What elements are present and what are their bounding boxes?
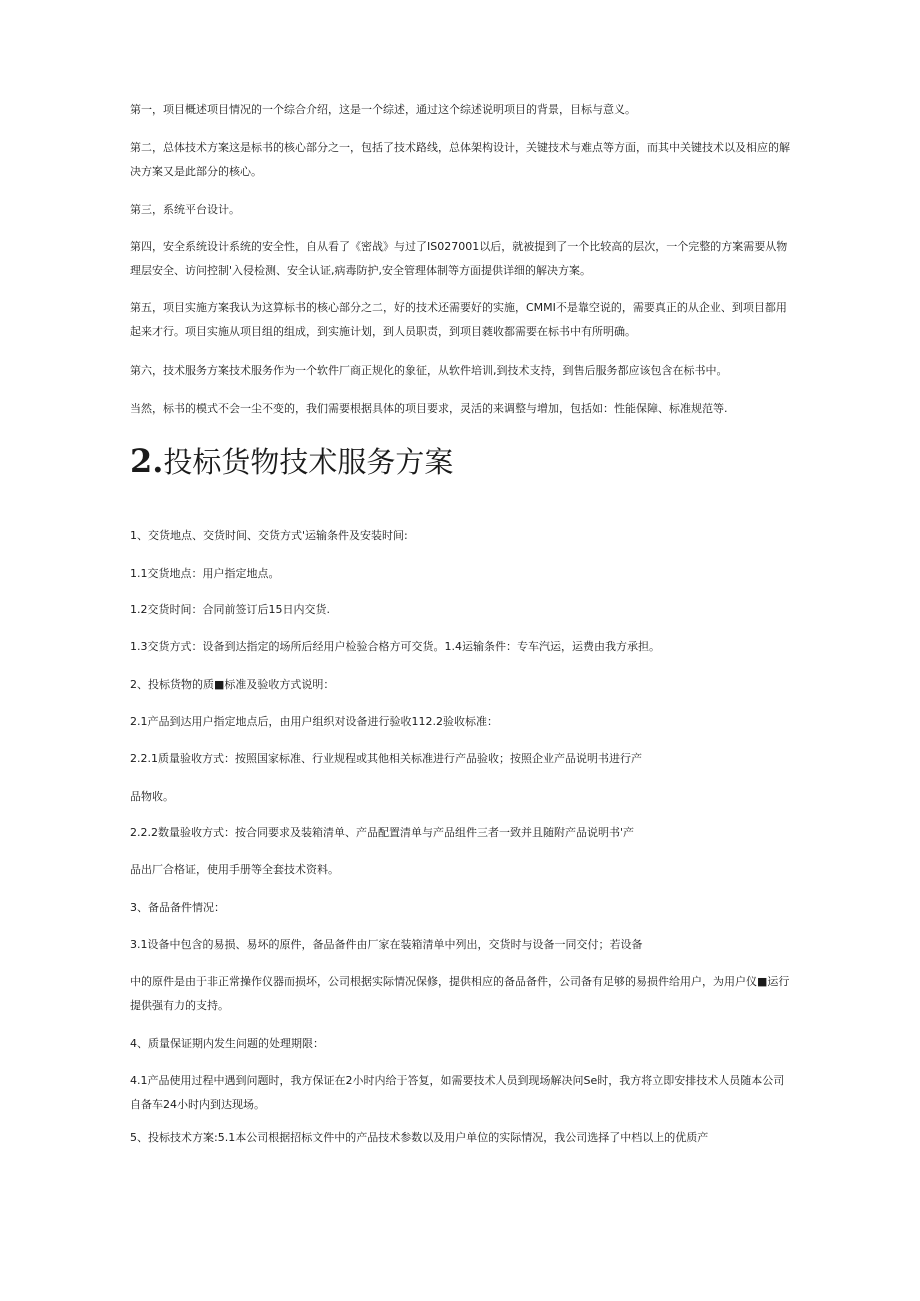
intro-paragraph-4: 第四，安全系统设计系统的安全性，自从看了《密战》与过了IS027001以后，就被提到了一个比较高的层次，一个完整的方案需要从物理层安全、访问控制'入侵检测、安全认证,病毒防护,安全管理体制等方面提供详细的解决方案。 (130, 240, 788, 277)
body-line-16: 5、投标技术方案:5.1本公司根据招标文件中的产品技术参数以及用户单位的实际情况，我公司选择了中档以上的优质产 (130, 1131, 709, 1144)
intro-paragraph-3: 第三，系统平台设计。 (130, 203, 240, 216)
body-line-2: 1.1交货地点：用户指定地点。 (130, 567, 280, 580)
intro-paragraph-2: 第二，总体技术方案这是标书的核心部分之一，包括了技术路线，总体架构设计，关键技术与难点等方面，而其中关键技术以及相应的解决方案又是此部分的核心。 (130, 141, 790, 178)
body-line-4: 1.3交货方式：设备到达指定的场所后经用户检验合格方可交货。1.4运输条件：专车汽运，运费由我方承担。 (130, 640, 660, 653)
section-number: 2. (130, 442, 164, 480)
body-line-13: 中的原件是由于非正常操作仪器而损坏，公司根据实际情况保修，提供相应的备品备件，公司备有足够的易损件给用户，为用户仪■运行提供强有力的支持。 (130, 975, 790, 1012)
body-line-11: 3、备品备件情况： (130, 901, 225, 914)
section-title: 投标货物技术服务方案 (163, 445, 454, 479)
intro-paragraph-1: 第一，项目概述项目情况的一个综合介绍，这是一个综述，通过这个综述说明项目的背景，目标与意义。 (130, 103, 636, 116)
intro-paragraph-6: 第六，技术服务方案技术服务作为一个软件厂商正规化的象征，从软件培训,到技术支持，到售后服务都应该包含在标书中。 (130, 364, 728, 377)
section-heading (130, 436, 453, 487)
body-line-12: 3.1设备中包含的易损、易坏的原件，备品备件由厂家在装箱清单中列出，交货时与设备一同交付；若设备 (130, 938, 643, 951)
body-line-7: 2.2.1质量验收方式：按照国家标准、行业规程或其他相关标准进行产品验收；按照企业产品说明书进行产 (130, 752, 642, 765)
body-line-8: 品物收。 (130, 790, 174, 803)
body-line-1: 1、交货地点、交货时间、交货方式'运输条件及安装时间: (130, 529, 408, 542)
body-line-14: 4、质量保证期内发生问题的处理期限： (130, 1037, 324, 1050)
body-line-3: 1.2交货时间：合同前签订后15日内交货. (130, 603, 330, 616)
intro-paragraph-7: 当然，标书的模式不会一尘不变的，我们需要根据具体的项目要求，灵活的来调整与增加，包括如：性能保障、标准规范等. (130, 402, 728, 415)
body-line-5: 2、投标货物的质■标准及验收方式说明： (130, 678, 335, 691)
body-line-15: 4.1产品使用过程中遇到问题时，我方保证在2小时内给于答复，如需要技术人员到现场解决问Se时，我方将立即安排技术人员随本公司自备车24小时内到达现场。 (130, 1074, 785, 1111)
body-line-6: 2.1产品到达用户指定地点后，由用户组织对设备进行验收112.2验收标准： (130, 715, 498, 728)
intro-paragraph-5: 第五，项目实施方案我认为这算标书的核心部分之二，好的技术还需要好的实施，CMMI不是靠空说的，需要真正的从企业、到项目都用起来才行。项目实施从项目组的组成，到实施计划，到人员职责，到项目蕤收都需要在标书中有所明确。 (130, 301, 787, 338)
body-line-10: 品出厂合格证，使用手册等全套技术资料。 (130, 863, 339, 876)
body-line-9: 2.2.2数量验收方式：按合同要求及装箱清单、产品配置清单与产品组件三者一致并且随附产品说明书'产 (130, 826, 635, 839)
